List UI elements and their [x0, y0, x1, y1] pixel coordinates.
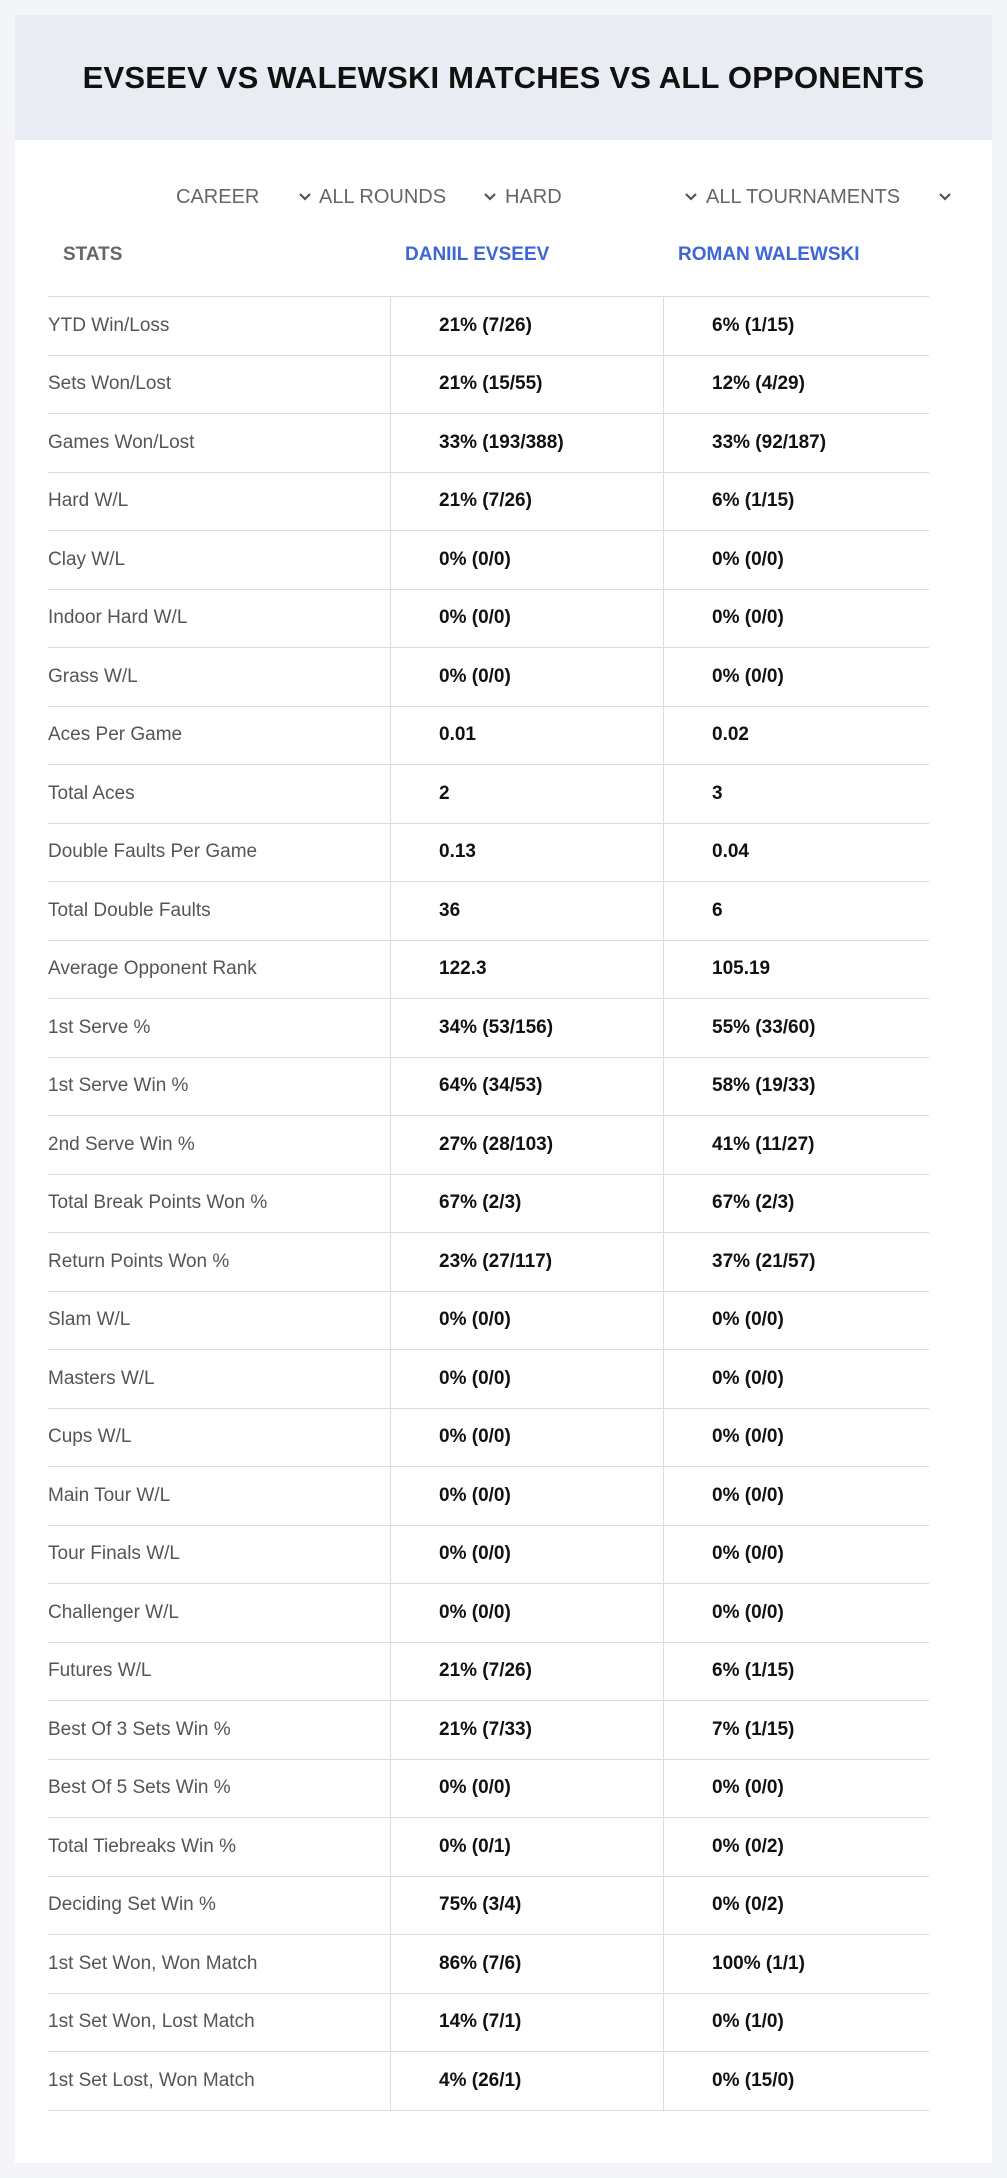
player1-value: 0.13 [390, 824, 663, 882]
player2-value: 37% (21/57) [663, 1233, 929, 1291]
table-row [48, 998, 929, 1057]
table-row [48, 1408, 929, 1467]
filter-bar [15, 140, 992, 218]
player1-value: 2 [390, 765, 663, 823]
filter-label: ALL ROUNDS [319, 185, 447, 208]
player2-value: 0% (0/0) [663, 1760, 929, 1818]
filter-period-select[interactable] [176, 183, 314, 211]
player2-value: 0% (0/0) [663, 1584, 929, 1642]
stat-label: Tour Finals W/L [48, 1543, 180, 1565]
table-row [48, 2051, 929, 2111]
player2-value: 0% (0/0) [663, 1409, 929, 1467]
stat-label: Cups W/L [48, 1426, 132, 1448]
stat-label: Slam W/L [48, 1309, 131, 1331]
table-row [48, 472, 929, 531]
table-row [48, 1174, 929, 1233]
player1-value: 0% (0/0) [390, 1292, 663, 1350]
player1-value: 86% (7/6) [390, 1935, 663, 1993]
stat-label: Best Of 3 Sets Win % [48, 1718, 231, 1740]
stat-label: Indoor Hard W/L [48, 607, 188, 629]
player2-value: 0% (0/0) [663, 1292, 929, 1350]
table-row [48, 413, 929, 472]
table-row [48, 1057, 929, 1116]
player2-value: 58% (19/33) [663, 1058, 929, 1116]
player1-value: 14% (7/1) [390, 1994, 663, 2052]
page-title: EVSEEV VS WALEWSKI MATCHES VS ALL OPPONENTS [82, 59, 925, 95]
table-row [48, 1291, 929, 1350]
player2-value: 0.04 [663, 824, 929, 882]
stat-label: Double Faults Per Game [48, 841, 258, 863]
table-row [48, 589, 929, 648]
table-row [48, 764, 929, 823]
player1-value: 67% (2/3) [390, 1175, 663, 1233]
table-header [15, 218, 992, 288]
player1-value: 0% (0/0) [390, 1526, 663, 1584]
stat-label: Hard W/L [48, 490, 129, 512]
player2-value: 6% (1/15) [663, 473, 929, 531]
table-row [48, 1349, 929, 1408]
player1-value: 64% (34/53) [390, 1058, 663, 1116]
player1-value: 0.01 [390, 707, 663, 765]
player1-value: 34% (53/156) [390, 999, 663, 1057]
table-row [48, 881, 929, 940]
filter-label: ALL TOURNAMENTS [706, 185, 901, 208]
player1-value: 36 [390, 882, 663, 940]
player2-value: 0.02 [663, 707, 929, 765]
player2-value: 0% (1/0) [663, 1994, 929, 2052]
table-row [48, 355, 929, 414]
table-row [48, 296, 929, 355]
player1-value: 0% (0/0) [390, 1467, 663, 1525]
stat-label: Challenger W/L [48, 1601, 179, 1623]
stat-label: Best Of 5 Sets Win % [48, 1777, 231, 1799]
stat-label: Grass W/L [48, 665, 138, 687]
table-row [48, 647, 929, 706]
stat-label: Average Opponent Rank [48, 958, 257, 980]
table-row [48, 1583, 929, 1642]
chevron-down-icon [682, 188, 700, 206]
player2-value: 100% (1/1) [663, 1935, 929, 1993]
table-row [48, 1759, 929, 1818]
column-header-player1[interactable]: DANIIL EVSEEV [405, 244, 550, 265]
filter-surface-select[interactable] [505, 183, 700, 211]
table-row [48, 1466, 929, 1525]
player2-value: 3 [663, 765, 929, 823]
stat-label: Deciding Set Win % [48, 1894, 216, 1916]
player1-value: 33% (193/388) [390, 414, 663, 472]
chevron-down-icon [481, 188, 499, 206]
table-row [48, 1232, 929, 1291]
player1-value: 0% (0/0) [390, 531, 663, 589]
player2-value: 0% (0/0) [663, 590, 929, 648]
player2-value: 0% (0/0) [663, 1526, 929, 1584]
table-row [48, 1642, 929, 1701]
stat-label: Clay W/L [48, 548, 126, 570]
player2-value: 6% (1/15) [663, 297, 929, 355]
player2-value: 0% (0/0) [663, 1350, 929, 1408]
table-row [48, 1525, 929, 1584]
column-header-player2[interactable]: ROMAN WALEWSKI [678, 244, 860, 265]
filter-label: CAREER [176, 185, 260, 208]
table-row [48, 1876, 929, 1935]
player2-value: 0% (0/2) [663, 1818, 929, 1876]
table-row [48, 823, 929, 882]
chevron-down-icon [296, 188, 314, 206]
player1-value: 0% (0/0) [390, 590, 663, 648]
chevron-down-icon [936, 188, 954, 206]
player2-value: 55% (33/60) [663, 999, 929, 1057]
player1-value: 21% (7/26) [390, 473, 663, 531]
player1-value: 0% (0/0) [390, 1584, 663, 1642]
player2-value: 0% (15/0) [663, 2052, 929, 2110]
table-row [48, 940, 929, 999]
player1-value: 0% (0/0) [390, 1760, 663, 1818]
player1-value: 75% (3/4) [390, 1877, 663, 1935]
stat-label: Total Break Points Won % [48, 1192, 268, 1214]
player1-value: 0% (0/0) [390, 1350, 663, 1408]
stat-label: 1st Set Lost, Won Match [48, 2070, 255, 2091]
player1-value: 21% (7/33) [390, 1701, 663, 1759]
column-header-stats: STATS [63, 244, 123, 265]
table-row [48, 706, 929, 765]
filter-tournament-select[interactable] [706, 183, 954, 211]
player2-value: 7% (1/15) [663, 1701, 929, 1759]
stat-label: Games Won/Lost [48, 431, 195, 453]
page-header [15, 15, 992, 140]
stat-label: Main Tour W/L [48, 1484, 171, 1506]
player1-value: 0% (0/0) [390, 648, 663, 706]
player2-value: 41% (11/27) [663, 1116, 929, 1174]
table-row [48, 1934, 929, 1993]
player2-value: 12% (4/29) [663, 356, 929, 414]
player1-value: 21% (15/55) [390, 356, 663, 414]
stat-label: Total Tiebreaks Win % [48, 1835, 236, 1857]
table-row [48, 1700, 929, 1759]
player1-value: 21% (7/26) [390, 1643, 663, 1701]
player2-value: 0% (0/0) [663, 648, 929, 706]
table-row [48, 530, 929, 589]
player1-value: 27% (28/103) [390, 1116, 663, 1174]
stat-label: 2nd Serve Win % [48, 1133, 195, 1155]
stat-label: 1st Serve Win % [48, 1075, 189, 1097]
stat-label: Futures W/L [48, 1660, 152, 1682]
table-row [48, 1115, 929, 1174]
player2-value: 105.19 [663, 941, 929, 999]
stat-label: Aces Per Game [48, 724, 183, 746]
player1-value: 122.3 [390, 941, 663, 999]
filter-round-select[interactable] [319, 183, 499, 211]
player1-value: 23% (27/117) [390, 1233, 663, 1291]
player2-value: 6% (1/15) [663, 1643, 929, 1701]
filter-label: HARD [505, 185, 562, 208]
player2-value: 0% (0/0) [663, 531, 929, 589]
player2-value: 0% (0/2) [663, 1877, 929, 1935]
stat-label: Sets Won/Lost [48, 373, 172, 395]
player1-value: 0% (0/0) [390, 1409, 663, 1467]
player2-value: 67% (2/3) [663, 1175, 929, 1233]
stat-label: Masters W/L [48, 1367, 155, 1389]
stat-label: 1st Set Won, Lost Match [48, 2011, 255, 2033]
stats-table [48, 296, 929, 2111]
player2-value: 6 [663, 882, 929, 940]
table-row [48, 1817, 929, 1876]
player1-value: 4% (26/1) [390, 2052, 663, 2110]
player2-value: 0% (0/0) [663, 1467, 929, 1525]
stat-label: Total Double Faults [48, 899, 211, 921]
stat-label: YTD Win/Loss [48, 314, 170, 336]
stat-label: 1st Set Won, Won Match [48, 1952, 258, 1974]
player2-value: 33% (92/187) [663, 414, 929, 472]
stat-label: Return Points Won % [48, 1250, 230, 1272]
player1-value: 21% (7/26) [390, 297, 663, 355]
stat-label: 1st Serve % [48, 1016, 151, 1038]
player1-value: 0% (0/1) [390, 1818, 663, 1876]
table-row [48, 1993, 929, 2052]
stat-label: Total Aces [48, 782, 135, 804]
